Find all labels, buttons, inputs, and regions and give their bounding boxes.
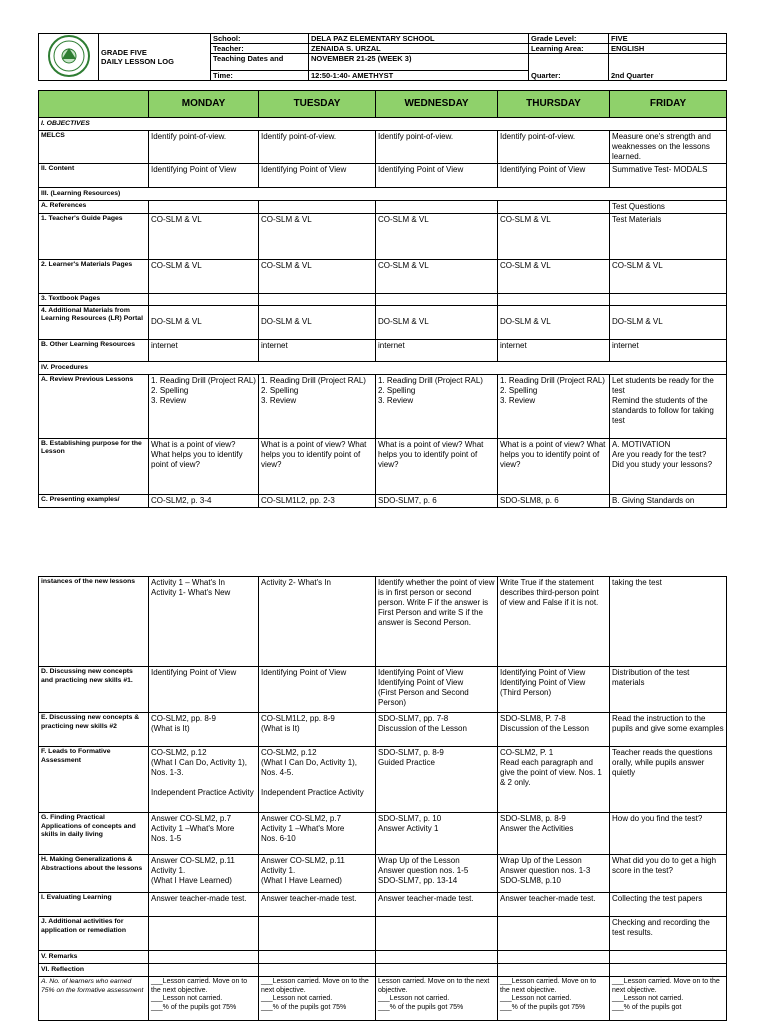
cell: Answer CO-SLM2, p.11 Activity 1. (What I Have Learned) [259,855,376,893]
cell: CO-SLM & VL [376,260,498,294]
section-resources: III. (Learning Resources) [39,188,727,201]
cell: Answer teacher-made test. [498,893,610,917]
cell [259,201,376,214]
cell: Wrap Up of the Lesson Answer question nos. 1-3 SDO-SLM8, p.10 [498,855,610,893]
day-header: THURSDAY [498,91,610,118]
cell [149,294,259,306]
cell: SDO-SLM7, p. 8-9 Guided Practice [376,747,498,813]
cell [259,294,376,306]
day-header: FRIDAY [610,91,727,118]
cell: SDO-SLM8, p. 8-9 Answer the Activities [498,813,610,855]
cell: CO-SLM1L2, pp. 8-9 (What is It) [259,713,376,747]
row-label: MELCS [39,131,149,164]
dates-value: NOVEMBER 21-25 (WEEK 3) [309,54,529,71]
title-line-2: DAILY LESSON LOG [101,57,174,66]
cell: CO-SLM2, p.12 (What I Can Do, Activity 1), Nos. 1-3. Independent Practice Activity [149,747,259,813]
row-label: I. Evaluating Learning [39,893,149,917]
cell: Identify point-of-view. [498,131,610,164]
quarter-value: 2nd Quarter [609,54,727,81]
cell: B. Giving Standards on [610,494,727,507]
cell [149,917,259,951]
row-label: C. Presenting examples/ [39,494,149,507]
cell: Read the instruction to the pupils and give some examples [610,713,727,747]
cell: What is a point of view? What helps you to identify point of view? [259,438,376,494]
cell: ___Lesson carried. Move on to the next objective. ___Lesson not carried. ___% of the pupils got [610,977,727,1021]
cell [149,964,259,977]
cell: Collecting the test papers [610,893,727,917]
cell: Let students be ready for the test Remind the students of the standards to follow for taking test [610,374,727,438]
cell: Identifying Point of View [149,667,259,713]
cell: Test Materials [610,214,727,260]
cell: CO-SLM & VL [149,214,259,260]
row-label: A. References [39,201,149,214]
cell: Identifying Point of View Identifying Point of View (First Person and Second Person) [376,667,498,713]
lesson-log-table-continued [38,576,727,1021]
cell: Identify point-of-view. [376,131,498,164]
cell: Summative Test- MODALS [610,164,727,188]
cell: SDO-SLM8, P. 7-8 Discussion of the Lesson [498,713,610,747]
row-label: F. Leads to Formative Assessment [39,747,149,813]
cell [610,294,727,306]
cell: ___Lesson carried. Move on to the next objective. ___Lesson not carried. ___% of the pupils got 75% [149,977,259,1021]
grade-label: Grade Level: [529,34,609,44]
time-label: Time: [211,71,309,81]
cell: Identifying Point of View [149,164,259,188]
row-label: B. Other Learning Resources [39,339,149,361]
cell: DO-SLM & VL [149,305,259,339]
cell: Identify whether the point of view is in first person or second person. Write F if the answer is First Person and write S if the answer is Second Person. [376,577,498,667]
cell: CO-SLM & VL [498,214,610,260]
cell: Write True if the statement describes third-person point of view and False if it is not. [498,577,610,667]
cell: internet [498,339,610,361]
cell: Checking and recording the test results. [610,917,727,951]
section-objectives: I. OBJECTIVES [39,118,727,131]
cell: Activity 1 – What's In Activity 1- What's New [149,577,259,667]
cell: What did you do to get a high score in the test? [610,855,727,893]
area-value: ENGLISH [609,44,727,54]
cell: 1. Reading Drill (Project RAL) 2. Spelling 3. Review [259,374,376,438]
cell: Answer CO-SLM2, p.11 Activity 1. (What I Have Learned) [149,855,259,893]
cell [376,294,498,306]
row-label: 1. Teacher's Guide Pages [39,214,149,260]
cell [376,951,498,964]
cell: Test Questions [610,201,727,214]
cell: CO-SLM1L2, pp. 2-3 [259,494,376,507]
cell: CO-SLM2, pp. 8-9 (What is It) [149,713,259,747]
cell: CO-SLM2, P. 1 Read each paragraph and give the point of view. Nos. 1 & 2 only. [498,747,610,813]
cell: Answer teacher-made test. [259,893,376,917]
cell [259,964,376,977]
cell [259,917,376,951]
cell: 1. Reading Drill (Project RAL) 2. Spelling 3. Review [376,374,498,438]
cell: SDO-SLM7, pp. 7-8 Discussion of the Lesson [376,713,498,747]
cell [610,964,727,977]
row-label: E. Discussing new concepts & practicing new skills #2 [39,713,149,747]
cell: internet [376,339,498,361]
cell: DO-SLM & VL [498,305,610,339]
cell: SDO-SLM7, p. 10 Answer Activity 1 [376,813,498,855]
cell: CO-SLM & VL [498,260,610,294]
cell: Teacher reads the questions orally, while pupils answer quietly [610,747,727,813]
cell: Identifying Point of View [376,164,498,188]
cell [498,951,610,964]
row-label: instances of the new lessons [39,577,149,667]
cell [149,201,259,214]
row-label: 4. Additional Materials from Learning Resources (LR) Portal [39,305,149,339]
cell: DO-SLM & VL [259,305,376,339]
cell: CO-SLM & VL [259,260,376,294]
day-header: TUESDAY [259,91,376,118]
cell: Activity 2- What's In [259,577,376,667]
cell: Identify point-of-view. [149,131,259,164]
cell: SDO-SLM8, p. 6 [498,494,610,507]
header-table [38,33,727,81]
cell [498,201,610,214]
day-header: WEDNESDAY [376,91,498,118]
school-logo [39,34,99,81]
cell: internet [259,339,376,361]
cell: Identifying Point of View Identifying Point of View (Third Person) [498,667,610,713]
cell: CO-SLM & VL [610,260,727,294]
cell: SDO-SLM7, p. 6 [376,494,498,507]
grade-value: FIVE [609,34,727,44]
row-label: B. Establishing purpose for the Lesson [39,438,149,494]
row-label: 2. Learner's Materials Pages [39,260,149,294]
cell [498,964,610,977]
cell: What is a point of view? What helps you to identify point of view? [376,438,498,494]
row-label: H. Making Generalizations & Abstractions about the lessons [39,855,149,893]
day-header: MONDAY [149,91,259,118]
cell: CO-SLM & VL [259,214,376,260]
cell: What is a point of view? What helps you to identify point of view? [498,438,610,494]
row-label: VI. Reflection [39,964,149,977]
row-label: V. Remarks [39,951,149,964]
cell: Measure one's strength and weaknesses on the lessons learned. [610,131,727,164]
lesson-log-table [38,90,727,508]
row-label: G. Finding Practical Applications of concepts and skills in daily living [39,813,149,855]
teacher-label: Teacher: [211,44,309,54]
cell [149,951,259,964]
cell: CO-SLM2, p.12 (What I Can Do, Activity 1), Nos. 4-5. Independent Practice Activity [259,747,376,813]
cell: Distribution of the test materials [610,667,727,713]
row-label: A. No. of learners who earned 75% on the formative assessment [39,977,149,1021]
seal-icon [47,34,91,78]
area-label: Learning Area: [529,44,609,54]
cell [498,294,610,306]
cell: Answer teacher-made test. [376,893,498,917]
row-label: A. Review Previous Lessons [39,374,149,438]
cell: ___Lesson carried. Move on to the next objective. ___Lesson not carried. ___% of the pupils got 75% [259,977,376,1021]
cell: Wrap Up of the Lesson Answer question nos. 1-5 SDO-SLM7, pp. 13-14 [376,855,498,893]
cell [498,917,610,951]
row-label: D. Discussing new concepts and practicing new skills #1. [39,667,149,713]
header-title [99,34,211,81]
cell: Lesson carried. Move on to the next objective. ___Lesson not carried. ___% of the pupils got 75% [376,977,498,1021]
title-line-1: GRADE FIVE [101,48,147,57]
cell [376,964,498,977]
school-label: School: [211,34,309,44]
school-value: DELA PAZ ELEMENTARY SCHOOL [309,34,529,44]
teacher-value: ZENAIDA S. URZAL [309,44,529,54]
cell: Answer teacher-made test. [149,893,259,917]
cell: Identifying Point of View [259,164,376,188]
cell: 1. Reading Drill (Project RAL) 2. Spelling 3. Review [498,374,610,438]
quarter-label: Quarter: [529,54,609,81]
cell: A. MOTIVATION Are you ready for the test? Did you study your lessons? [610,438,727,494]
time-value: 12:50-1:40- AMETHYST [309,71,529,81]
cell [376,201,498,214]
cell: What is a point of view? What helps you to identify point of view? [149,438,259,494]
cell [610,951,727,964]
row-label: 3. Textbook Pages [39,294,149,306]
cell: How do you find the test? [610,813,727,855]
section-procedures: IV. Procedures [39,361,727,374]
cell: CO-SLM2, p. 3-4 [149,494,259,507]
cell: taking the test [610,577,727,667]
cell [259,951,376,964]
cell: internet [149,339,259,361]
cell: ___Lesson carried. Move on to the next objective. ___Lesson not carried. ___% of the pupils got 75% [498,977,610,1021]
cell [376,917,498,951]
cell: Identifying Point of View [259,667,376,713]
cell: CO-SLM & VL [149,260,259,294]
cell: Identifying Point of View [498,164,610,188]
cell: DO-SLM & VL [610,305,727,339]
cell: Identify point-of-view. [259,131,376,164]
cell: DO-SLM & VL [376,305,498,339]
cell: internet [610,339,727,361]
cell: Answer CO-SLM2, p.7 Activity 1 –What's More Nos. 6-10 [259,813,376,855]
cell: 1. Reading Drill (Project RAL) 2. Spelling 3. Review [149,374,259,438]
cell: CO-SLM & VL [376,214,498,260]
dates-label: Teaching Dates and [211,54,309,71]
row-label: II. Content [39,164,149,188]
cell: Answer CO-SLM2, p.7 Activity 1 –What's More Nos. 1-5 [149,813,259,855]
row-label: J. Additional activities for application or remediation [39,917,149,951]
corner-cell [39,91,149,118]
